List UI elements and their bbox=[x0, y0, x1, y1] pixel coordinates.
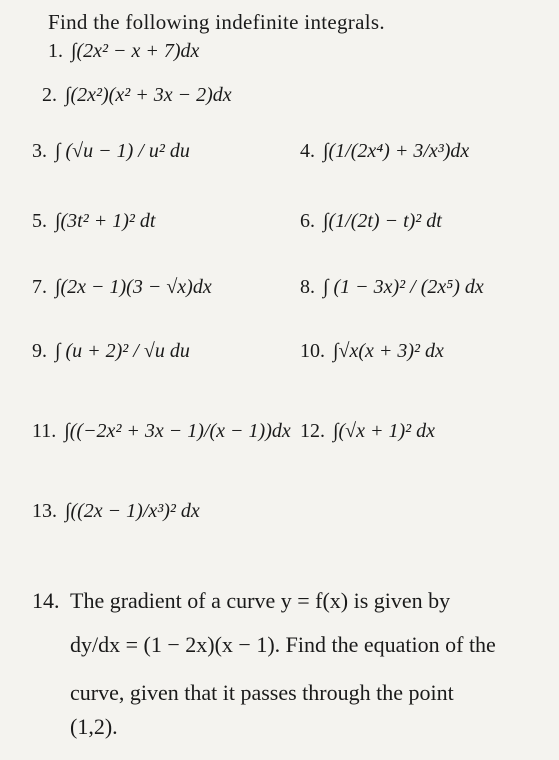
problem-expression: ∫ (u + 2)² / √u du bbox=[55, 340, 190, 362]
problem-number: 4. bbox=[300, 140, 315, 162]
problem-expression: ∫ (√u − 1) / u² du bbox=[55, 140, 190, 162]
problem-14-line-3: curve, given that it passes through the point bbox=[70, 680, 454, 705]
problem-5 bbox=[32, 210, 155, 233]
problem-number: 1. bbox=[48, 40, 63, 62]
problem-10 bbox=[300, 340, 444, 363]
problem-2 bbox=[42, 84, 232, 107]
problem-number: 3. bbox=[32, 140, 47, 162]
worksheet-heading: Find the following indefinite integrals. bbox=[48, 10, 385, 34]
problem-expression: ∫(2x²)(x² + 3x − 2)dx bbox=[65, 84, 232, 106]
problem-number: 10. bbox=[300, 340, 325, 362]
problem-3 bbox=[32, 140, 190, 163]
problem-number: 7. bbox=[32, 276, 47, 298]
problem-expression: ∫√x(x + 3)² dx bbox=[333, 340, 444, 362]
problem-7 bbox=[32, 276, 212, 299]
problem-expression: ∫(√x + 1)² dx bbox=[333, 420, 436, 442]
problem-14-line-1: The gradient of a curve y = f(x) is given by bbox=[70, 588, 451, 613]
problem-11 bbox=[32, 420, 291, 443]
problem-expression: ∫((2x − 1)/x³)² dx bbox=[65, 500, 200, 522]
problem-number: 8. bbox=[300, 276, 315, 298]
problem-number: 2. bbox=[42, 84, 57, 106]
problem-number: 5. bbox=[32, 210, 47, 232]
problem-4 bbox=[300, 140, 469, 163]
problem-number: 6. bbox=[300, 210, 315, 232]
problem-expression: ∫(3t² + 1)² dt bbox=[55, 210, 156, 232]
problem-number: 12. bbox=[300, 420, 325, 442]
problem-12 bbox=[300, 420, 435, 443]
problem-number: 11. bbox=[32, 420, 57, 442]
problem-expression: ∫ (1 − 3x)² / (2x⁵) dx bbox=[323, 276, 484, 298]
problem-14-line-2: dy/dx = (1 − 2x)(x − 1). Find the equation of the bbox=[70, 632, 496, 657]
problem-expression: ∫(1/(2x⁴) + 3/x³)dx bbox=[323, 140, 470, 162]
problem-expression: ∫((−2x² + 3x − 1)/(x − 1))dx bbox=[64, 420, 291, 442]
problem-expression: ∫(1/(2t) − t)² dt bbox=[323, 210, 442, 232]
problem-13 bbox=[32, 500, 200, 523]
problem-1 bbox=[48, 40, 199, 63]
problem-8 bbox=[300, 276, 484, 299]
problem-9 bbox=[32, 340, 190, 363]
problem-expression: ∫(2x² − x + 7)dx bbox=[71, 40, 200, 62]
problem-expression: ∫(2x − 1)(3 − √x)dx bbox=[55, 276, 212, 298]
problem-14-line-4: (1,2). bbox=[70, 714, 118, 739]
problem-6 bbox=[300, 210, 442, 233]
problem-number: 9. bbox=[32, 340, 47, 362]
problem-14-number: 14. bbox=[32, 588, 60, 613]
problem-number: 13. bbox=[32, 500, 57, 522]
